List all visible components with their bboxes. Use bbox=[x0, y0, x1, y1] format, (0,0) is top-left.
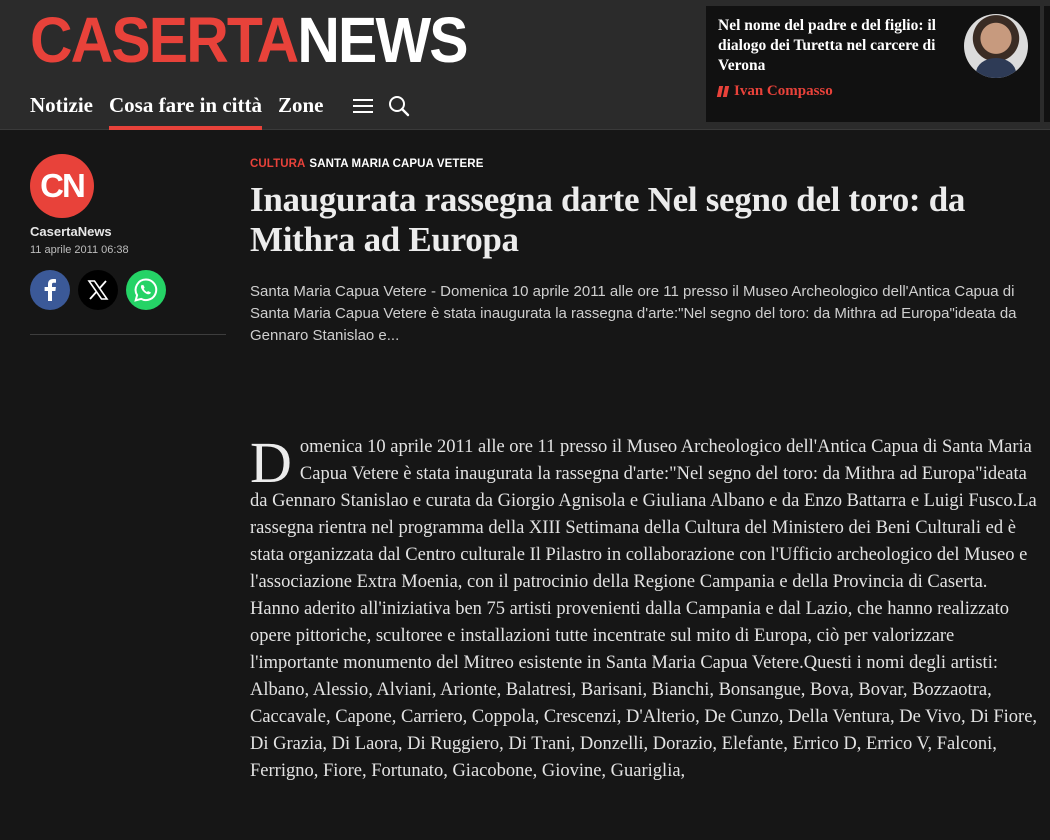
share-buttons bbox=[30, 270, 226, 310]
whatsapp-icon bbox=[133, 277, 159, 303]
quote-icon bbox=[718, 86, 730, 97]
body-paragraph: Hanno aderito all'iniziativa ben 75 artisti provenienti dalla Campania e dal Lazio, che hanno realizzato opere pittoriche, scultoree e installazioni tutte incentrate sul mito di Europa, ciò per valorizzare l'importante monumento del Mitreo esistente in Santa Maria Capua Vetere.Questi i nomi degli artisti: bbox=[250, 599, 1009, 673]
article-kicker bbox=[250, 158, 1045, 170]
source-logo: CN bbox=[30, 154, 94, 218]
article-sidebar bbox=[30, 154, 226, 335]
nav-item-cosa-fare[interactable]: Cosa fare in città bbox=[109, 92, 262, 130]
body-paragraph-text: omenica 10 aprile 2011 alle ore 11 presso il Museo Archeologico dell'Antica Capua di Santa Maria Capua Vetere è stata inaugurata la rassegna d'arte:"Nel segno del toro: da Mithra ad Europa"ideata da Gennaro Stanislao e curata da Giorgio Agnisola e Giuliana Albano e da Enzo Battarra e Luigi Fusco.La rassegna rientra nel programma della XIII Settimana della Cultura del Ministero dei Beni Culturali ed è stata organizzata dal Centro culturale Il Pilastro in collaborazione con l'Ufficio archeologico del Museo e l'associazione Extra Moenia, con il patrocinio della Regione Campania e della Provincia di Caserta. bbox=[250, 437, 1037, 592]
nav-item-zone[interactable]: Zone bbox=[277, 93, 324, 117]
article-body bbox=[250, 430, 1045, 785]
drop-cap: D bbox=[250, 430, 292, 495]
article-title: Inaugurata rassegna darte Nel segno del toro: da Mithra ad Europa bbox=[250, 180, 966, 259]
nav-item-notizie[interactable]: Notizie bbox=[30, 93, 93, 117]
featured-article-card[interactable] bbox=[706, 6, 1040, 122]
facebook-share-button[interactable] bbox=[30, 270, 70, 310]
publish-date: 11 aprile 2011 06:38 bbox=[30, 244, 129, 256]
x-share-button[interactable] bbox=[78, 270, 118, 310]
featured-author-name: Ivan Compasso bbox=[734, 83, 833, 99]
site-header bbox=[0, 0, 1050, 130]
nav-icons bbox=[350, 93, 422, 119]
logo-part-news: NEWS bbox=[297, 4, 467, 76]
site-logo[interactable] bbox=[30, 4, 467, 76]
featured-next-card-edge bbox=[1044, 6, 1050, 122]
category-link[interactable]: CULTURA bbox=[250, 158, 306, 170]
menu-icon[interactable] bbox=[350, 93, 376, 119]
sidebar-divider bbox=[30, 334, 226, 335]
location-link[interactable]: SANTA MARIA CAPUA VETERE bbox=[309, 158, 484, 170]
author-avatar bbox=[964, 14, 1028, 78]
featured-title[interactable]: Nel nome del padre e del figlio: il dialogo dei Turetta nel carcere di Verona bbox=[718, 17, 936, 74]
search-icon[interactable] bbox=[386, 93, 412, 119]
whatsapp-share-button[interactable] bbox=[126, 270, 166, 310]
body-paragraph bbox=[250, 430, 1045, 596]
featured-author bbox=[718, 83, 833, 100]
main-nav bbox=[30, 92, 422, 130]
article-header bbox=[250, 158, 1045, 347]
logo-part-caserta: CASERTA bbox=[30, 4, 298, 76]
article-summary: Santa Maria Capua Vetere - Domenica 10 aprile 2011 alle ore 11 presso il Museo Archeologico dell'Antica Capua di Santa Maria Capua Vetere è stata inaugurata la rassegna d'arte:"Nel segno del toro: da Mithra ad Europa"ideata da Gennaro Stanislao e... bbox=[250, 283, 1017, 344]
x-icon bbox=[87, 279, 109, 301]
body-paragraph-artist-list: Albano, Alessio, Alviani, Arionte, Balatresi, Barisani, Bianchi, Bonsangue, Bova, Bovar, Bozzaotra, Caccavale, Capone, Carriero, Coppola, Crescenzi, D'Alterio, De Cunzo, Della Ventura, De Vivo, Di Fiore, Di Grazia, Di Laora, Di Ruggiero, Di Trani, Donzelli, Dorazio, Elefante, Errico D, Errico V, Falconi, Ferrigno, Fiore, Fortunato, Giacobone, Giovine, Guariglia, bbox=[250, 680, 1038, 781]
source-name: CasertaNews bbox=[30, 224, 112, 239]
facebook-icon bbox=[43, 279, 57, 301]
